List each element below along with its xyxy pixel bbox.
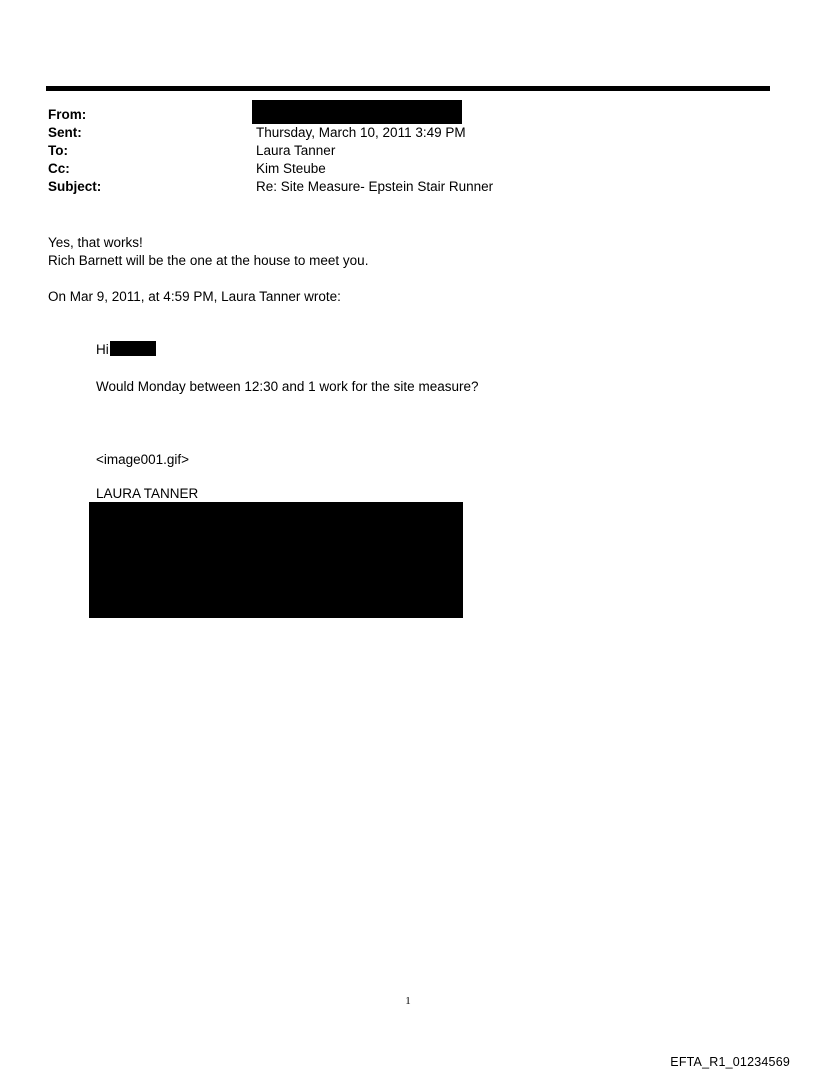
quoted-greeting-line [96, 341, 156, 359]
sent-value: Thursday, March 10, 2011 3:49 PM [256, 125, 466, 140]
to-row [48, 142, 768, 160]
from-label: From: [48, 107, 87, 122]
signature-name: LAURA TANNER [96, 486, 199, 501]
quoted-question: Would Monday between 12:30 and 1 work for the site measure? [96, 379, 479, 394]
sent-row [48, 124, 768, 142]
cc-row [48, 160, 768, 178]
subject-label: Subject: [48, 179, 102, 194]
cc-label: Cc: [48, 161, 70, 176]
email-header [48, 106, 768, 196]
page-number: 1 [405, 995, 411, 1007]
cc-value: Kim Steube [256, 161, 326, 176]
from-redaction [252, 100, 462, 124]
greeting-redaction [110, 341, 156, 356]
signature-redaction [89, 502, 463, 618]
to-value: Laura Tanner [256, 143, 336, 158]
quote-intro: On Mar 9, 2011, at 4:59 PM, Laura Tanner wrote: [48, 289, 341, 304]
subject-value: Re: Site Measure- Epstein Stair Runner [256, 179, 494, 194]
attachment-reference: <image001.gif> [96, 452, 190, 467]
bates-number: EFTA_R1_01234569 [670, 1055, 790, 1069]
subject-row [48, 178, 768, 196]
quoted-greeting: Hi [96, 342, 109, 357]
reply-line-2: Rich Barnett will be the one at the house to meet you. [48, 253, 369, 268]
header-rule [46, 86, 770, 91]
sent-label: Sent: [48, 125, 82, 140]
to-label: To: [48, 143, 68, 158]
reply-line-1: Yes, that works! [48, 235, 143, 250]
from-row [48, 106, 768, 124]
